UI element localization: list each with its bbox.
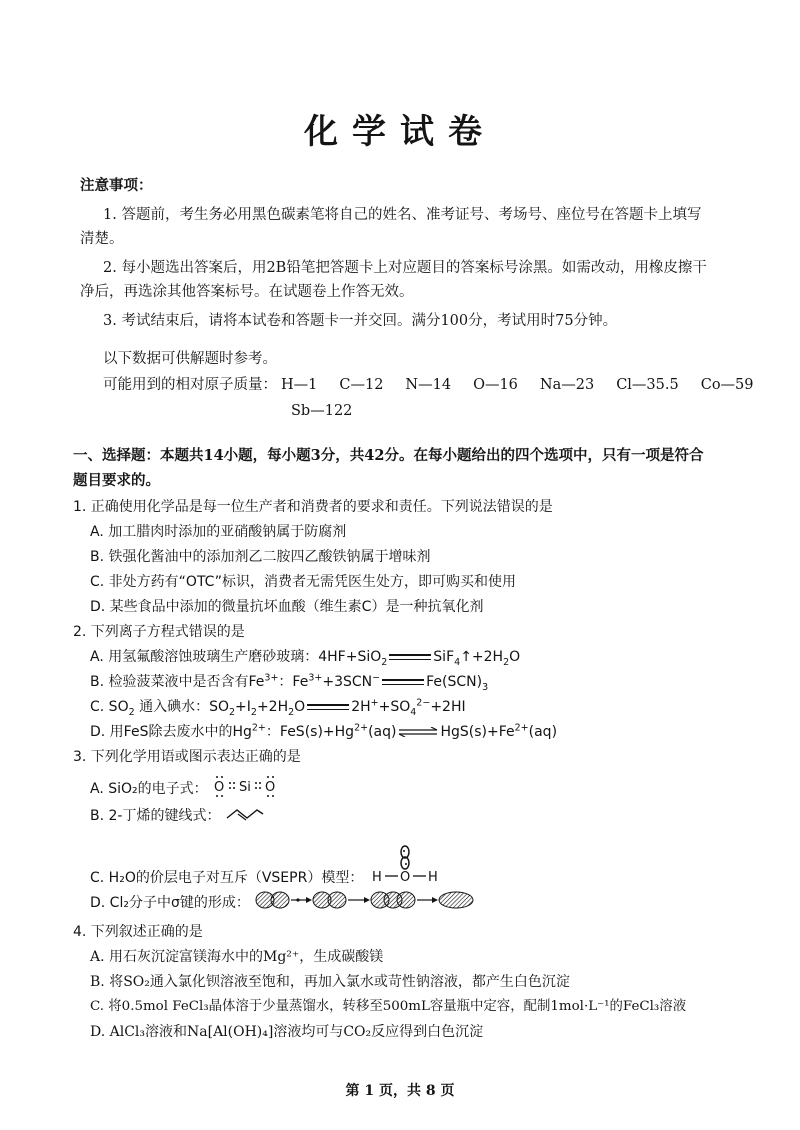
page-footer: 第 1 页，共 8 页 <box>345 1083 455 1099</box>
q4-option-b: B. 将SO₂通入氯化钡溶液至饱和，再加入氯水或苛性钠溶液，都产生白色沉淀 <box>90 974 570 990</box>
q2-option-d: D. 用FeS除去废水中的$Hg^{2+}$：$FeS(s)+Hg^{2+}(aq)$ $HgS(s)+Fe^{2+}(aq)$ <box>90 722 558 740</box>
atomic-masses <box>103 375 754 395</box>
q3-option-a: A. SiO₂的电子式： O Si O <box>90 773 284 805</box>
q3-stem: 3. 下列化学用语或图示表达正确的是 <box>73 749 301 765</box>
svg-text:O: O <box>265 780 276 795</box>
q1-option-c: C. 非处方药有“OTC”标识，消费者无需凭医生处方，即可购买和使用 <box>90 574 516 590</box>
q2-option-c: C. $SO_2$ 通入碘水：$SO_2+I_2+2H_2O$ $2H^++SO_4^{2-}+2HI$ <box>90 697 466 718</box>
svg-text:Si: Si <box>239 780 251 795</box>
svg-text:O: O <box>399 870 411 885</box>
notice-item-3: 3. 考试结束后，请将本试卷和答题卡一并交回。满分100分，考试用时75分钟。 <box>103 313 618 329</box>
mass-co: Co—59 <box>700 377 754 393</box>
q4-option-a: A. 用石灰沉淀富镁海水中的Mg²⁺，生成碳酸镁 <box>90 949 384 965</box>
mass-sb: Sb—122 <box>291 403 353 419</box>
atomic-masses-label: 可能用到的相对原子质量： <box>103 377 277 393</box>
q2-option-b: B. 检验菠菜液中是否含有$Fe^{3+}$：$Fe^{3+}+3SCN^-$ $Fe(SCN)_3$ <box>90 672 489 693</box>
mass-o: O—16 <box>473 377 518 393</box>
q1-option-b: B. 铁强化酱油中的添加剂乙二胺四乙酸铁钠属于增味剂 <box>90 549 431 565</box>
q1-option-a: A. 加工腊肉时添加的亚硝酸钠属于防腐剂 <box>90 524 347 540</box>
equilibrium-arrow-icon <box>398 727 438 737</box>
mass-na: Na—23 <box>539 377 595 393</box>
notice-item-2: 2. 每小题选出答案后，用2B铅笔把答题卡上对应题目的答案标号涂黑。如需改动，用橡皮擦干 <box>103 260 707 276</box>
notice-heading: 注意事项： <box>80 177 153 194</box>
q4-option-c: C. 将0.5mol FeCl₃晶体溶于少量蒸馏水，转移至500mL容量瓶中定容，配制1mol·L⁻¹的FeCl₃溶液 <box>90 999 687 1014</box>
svg-text:H: H <box>427 870 438 885</box>
svg-text:O: O <box>214 780 225 795</box>
sigma-bond-formation-icon <box>254 890 474 916</box>
q4-option-d: D. AlCl₃溶液和Na[Al(OH)₄]溶液均可与CO₂反应得到白色沉淀 <box>90 1024 484 1040</box>
skeletal-formula-icon <box>225 805 265 827</box>
mass-cl: Cl—35.5 <box>616 377 679 393</box>
notice-item-2-cont: 净后，再选涂其他答案标号。在试题卷上作答无效。 <box>80 284 414 300</box>
notice-item-1-cont: 清楚。 <box>80 231 124 247</box>
page-title: 化学试卷 <box>304 112 496 152</box>
q2-stem: 2. 下列离子方程式错误的是 <box>73 624 245 640</box>
q3-option-b: B. 2-丁烯的键线式： <box>90 805 265 827</box>
q1-stem: 1. 正确使用化学品是每一位生产者和消费者的要求和责任。下列说法错误的是 <box>73 499 553 515</box>
mass-n: N—14 <box>405 377 452 393</box>
q1-option-d: D. 某些食品中添加的微量抗坏血酸（维生素C）是一种抗氧化剂 <box>90 599 484 615</box>
mass-h: H—1 <box>281 377 318 393</box>
q2-option-a: A. 用氢氟酸溶蚀玻璃生产磨砂玻璃：4HF+SiO$_2$ $SiF_4↑+2H_2O$ <box>90 649 521 668</box>
reference-intro: 以下数据可供解题时参考。 <box>103 351 277 367</box>
q4-stem: 4. 下列叙述正确的是 <box>73 924 203 940</box>
svg-text:H: H <box>371 870 382 885</box>
mass-c: C—12 <box>339 377 384 393</box>
sio2-lewis-structure-icon <box>212 773 284 805</box>
notice-item-1: 1. 答题前，考生务必用黑色碳素笔将自己的姓名、准考证号、考场号、座位号在答题卡上填写 <box>103 207 702 223</box>
section-1-header-cont: 题目要求的。 <box>73 472 160 489</box>
q3-option-c: C. H₂O的价层电子对互斥（VSEPR）模型： H O H <box>90 845 442 911</box>
q3-option-d: D. Cl₂分子中σ键的形成： <box>90 890 474 916</box>
section-1-header: 一、选择题：本题共14小题，每小题3分，共42分。在每小题给出的四个选项中，只有一项是符合 <box>73 447 704 464</box>
